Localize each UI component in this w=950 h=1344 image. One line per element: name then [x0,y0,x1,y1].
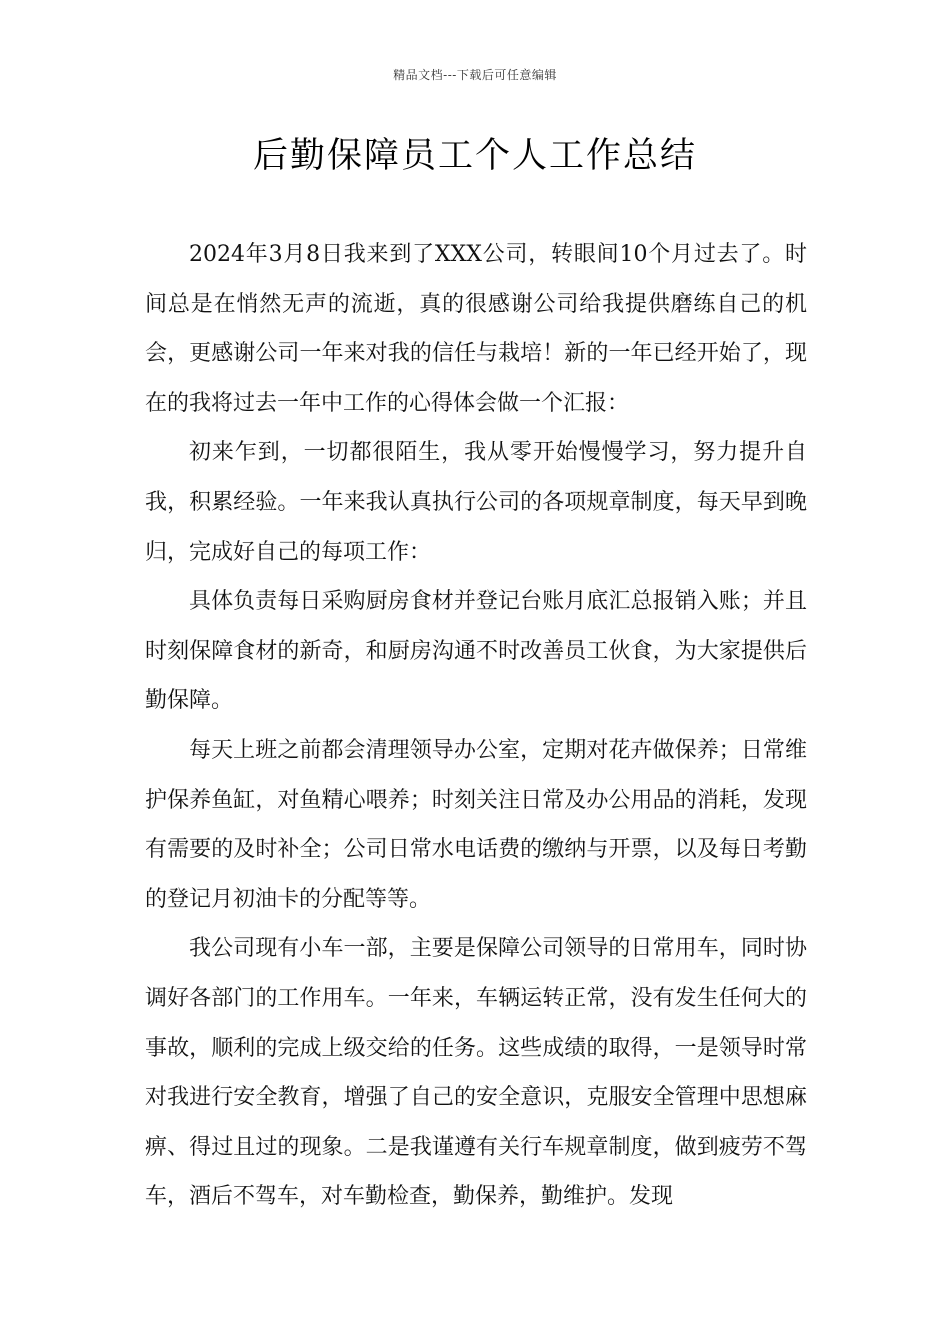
document-body [145,230,807,1222]
paragraph-3: 具体负责每日采购厨房食材并登记台账月底汇总报销入账；并且时刻保障食材的新奇，和厨房沟通不时改善员工伙食，为大家提供后勤保障。 [145,589,807,714]
paragraph-1: 2024年3月8日我来到了XXX公司，转眼间10个月过去了。时间总是在悄然无声的流逝，真的很感谢公司给我提供磨练自己的机会，更感谢公司一年来对我的信任与栽培！新的一年已经开始了，现在的我将过去一年中工作的心得体会做一个汇报： [145,242,807,416]
paragraph-5: 我公司现有小车一部，主要是保障公司领导的日常用车，同时协调好各部门的工作用车。一年来，车辆运转正常，没有发生任何大的事故，顺利的完成上级交给的任务。这些成绩的取得，一是领导时常对我进行安全教育，增强了自己的安全意识，克服安全管理中思想麻痹、得过且过的现象。二是我谨遵有关行车规章制度，做到疲劳不驾车，酒后不驾车，对车勤检查，勤保养，勤维护。发现 [145,936,807,1210]
paragraph-2: 初来乍到，一切都很陌生，我从零开始慢慢学习，努力提升自我，积累经验。一年来我认真执行公司的各项规章制度，每天早到晚归，完成好自己的每项工作： [145,440,807,565]
document-title: 后勤保障员工个人工作总结 [252,136,697,176]
page-header: 精品文档---下载后可任意编辑 [393,68,557,82]
paragraph-4: 每天上班之前都会清理领导办公室，定期对花卉做保养；日常维护保养鱼缸，对鱼精心喂养；时刻关注日常及办公用品的消耗，发现有需要的及时补全；公司日常水电话费的缴纳与开票，以及每日考勤的登记月初油卡的分配等等。 [145,737,807,912]
